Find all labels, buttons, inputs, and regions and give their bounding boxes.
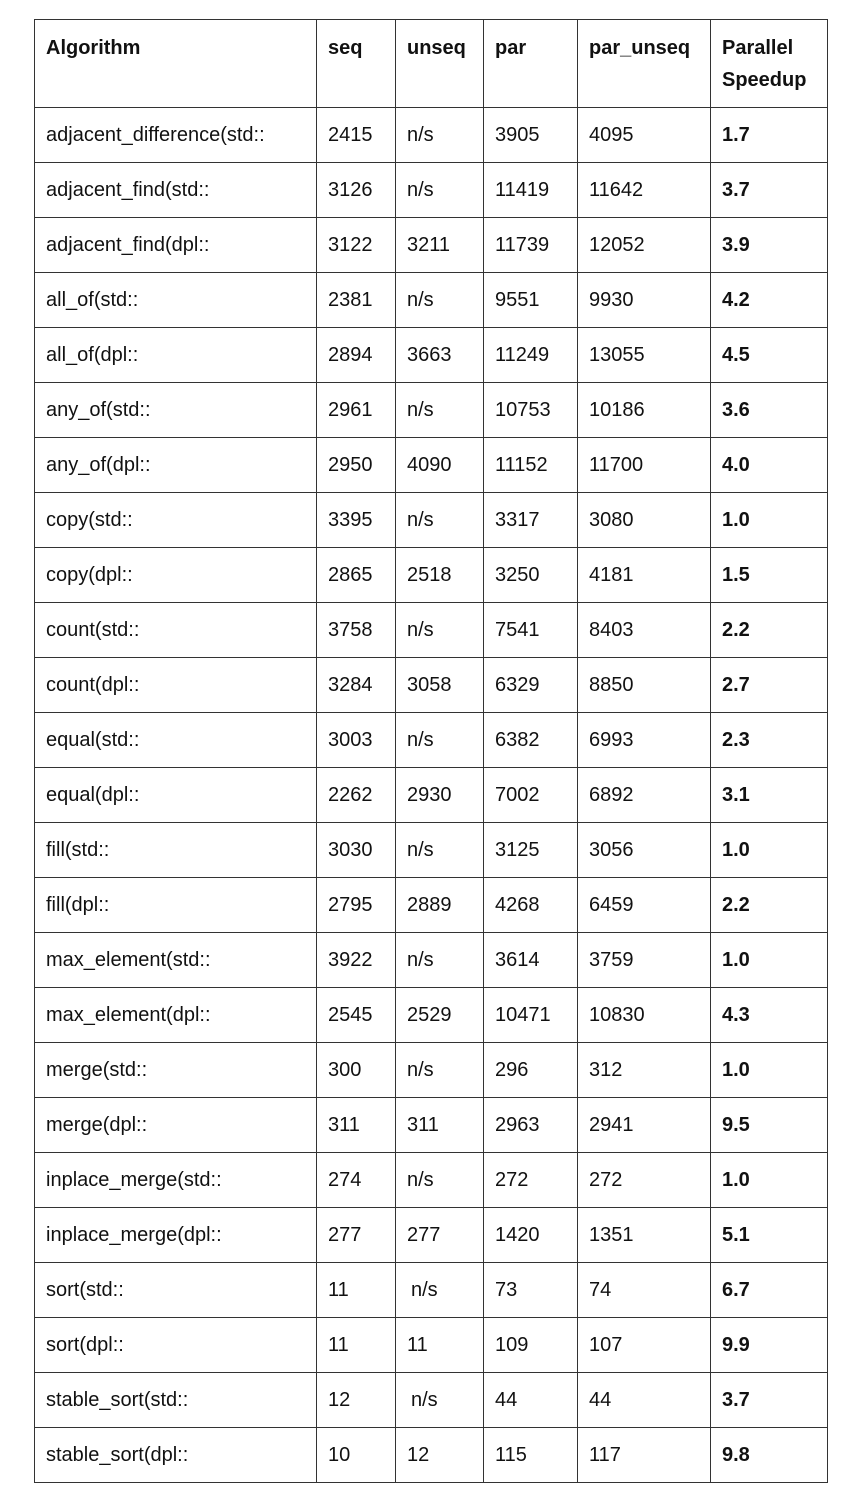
algorithm-cell: adjacent_find(std:: xyxy=(35,163,317,218)
unseq-cell: n/s xyxy=(396,933,484,988)
benchmark-table-container xyxy=(34,19,828,1483)
unseq-cell: n/s xyxy=(396,1373,484,1428)
par-cell: 2963 xyxy=(484,1098,578,1153)
algorithm-cell: inplace_merge(dpl:: xyxy=(35,1208,317,1263)
speedup-cell: 4.2 xyxy=(711,273,828,328)
table-row xyxy=(35,1428,828,1483)
unseq-cell: 277 xyxy=(396,1208,484,1263)
unseq-cell: n/s xyxy=(396,383,484,438)
par-cell: 7541 xyxy=(484,603,578,658)
table-row xyxy=(35,493,828,548)
unseq-cell: n/s xyxy=(396,1043,484,1098)
algorithm-cell: all_of(std:: xyxy=(35,273,317,328)
par-unseq-cell: 12052 xyxy=(578,218,711,273)
unseq-cell: n/s xyxy=(396,713,484,768)
seq-cell: 3126 xyxy=(317,163,396,218)
seq-cell: 277 xyxy=(317,1208,396,1263)
algorithm-cell: inplace_merge(std:: xyxy=(35,1153,317,1208)
par-unseq-cell: 9930 xyxy=(578,273,711,328)
algorithm-cell: max_element(std:: xyxy=(35,933,317,988)
par-cell: 3614 xyxy=(484,933,578,988)
par-unseq-cell: 1351 xyxy=(578,1208,711,1263)
table-row xyxy=(35,713,828,768)
speedup-cell: 3.9 xyxy=(711,218,828,273)
par-cell: 296 xyxy=(484,1043,578,1098)
table-row xyxy=(35,1043,828,1098)
par-cell: 11152 xyxy=(484,438,578,493)
par-unseq-cell: 10186 xyxy=(578,383,711,438)
par-cell: 7002 xyxy=(484,768,578,823)
algorithm-cell: adjacent_difference(std:: xyxy=(35,108,317,163)
par-cell: 11249 xyxy=(484,328,578,383)
seq-cell: 3395 xyxy=(317,493,396,548)
par-unseq-cell: 117 xyxy=(578,1428,711,1483)
table-row xyxy=(35,768,828,823)
seq-cell: 11 xyxy=(317,1263,396,1318)
seq-cell: 300 xyxy=(317,1043,396,1098)
speedup-cell: 1.0 xyxy=(711,493,828,548)
par-unseq-cell: 6459 xyxy=(578,878,711,933)
seq-cell: 12 xyxy=(317,1373,396,1428)
header-unseq: unseq xyxy=(396,20,484,108)
unseq-cell: n/s xyxy=(396,163,484,218)
table-row xyxy=(35,1263,828,1318)
speedup-cell: 1.5 xyxy=(711,548,828,603)
seq-cell: 2415 xyxy=(317,108,396,163)
algorithm-cell: merge(dpl:: xyxy=(35,1098,317,1153)
table-row xyxy=(35,1153,828,1208)
unseq-cell: 2889 xyxy=(396,878,484,933)
table-row xyxy=(35,988,828,1043)
seq-cell: 10 xyxy=(317,1428,396,1483)
unseq-cell: n/s xyxy=(396,823,484,878)
par-unseq-cell: 3056 xyxy=(578,823,711,878)
table-row xyxy=(35,823,828,878)
speedup-cell: 2.3 xyxy=(711,713,828,768)
header-par-unseq: par_unseq xyxy=(578,20,711,108)
table-row xyxy=(35,273,828,328)
header-seq: seq xyxy=(317,20,396,108)
unseq-cell: 2529 xyxy=(396,988,484,1043)
table-row xyxy=(35,658,828,713)
algorithm-cell: stable_sort(dpl:: xyxy=(35,1428,317,1483)
seq-cell: 3030 xyxy=(317,823,396,878)
table-row xyxy=(35,878,828,933)
unseq-cell: 12 xyxy=(396,1428,484,1483)
speedup-cell: 2.2 xyxy=(711,603,828,658)
speedup-cell: 3.7 xyxy=(711,163,828,218)
par-unseq-cell: 74 xyxy=(578,1263,711,1318)
seq-cell: 3122 xyxy=(317,218,396,273)
seq-cell: 2894 xyxy=(317,328,396,383)
seq-cell: 2545 xyxy=(317,988,396,1043)
table-row xyxy=(35,108,828,163)
par-unseq-cell: 4095 xyxy=(578,108,711,163)
speedup-cell: 1.0 xyxy=(711,1153,828,1208)
speedup-cell: 1.0 xyxy=(711,933,828,988)
par-cell: 44 xyxy=(484,1373,578,1428)
par-unseq-cell: 11642 xyxy=(578,163,711,218)
par-cell: 10753 xyxy=(484,383,578,438)
par-unseq-cell: 3080 xyxy=(578,493,711,548)
speedup-cell: 3.7 xyxy=(711,1373,828,1428)
unseq-cell: n/s xyxy=(396,493,484,548)
par-unseq-cell: 4181 xyxy=(578,548,711,603)
par-cell: 9551 xyxy=(484,273,578,328)
par-unseq-cell: 13055 xyxy=(578,328,711,383)
par-cell: 6329 xyxy=(484,658,578,713)
algorithm-cell: count(std:: xyxy=(35,603,317,658)
header-par: par xyxy=(484,20,578,108)
par-unseq-cell: 8850 xyxy=(578,658,711,713)
speedup-cell: 9.8 xyxy=(711,1428,828,1483)
par-cell: 272 xyxy=(484,1153,578,1208)
seq-cell: 2961 xyxy=(317,383,396,438)
algorithm-cell: copy(dpl:: xyxy=(35,548,317,603)
table-row xyxy=(35,1098,828,1153)
table-row xyxy=(35,438,828,493)
seq-cell: 274 xyxy=(317,1153,396,1208)
speedup-cell: 9.9 xyxy=(711,1318,828,1373)
par-cell: 11419 xyxy=(484,163,578,218)
algorithm-cell: merge(std:: xyxy=(35,1043,317,1098)
algorithm-cell: equal(dpl:: xyxy=(35,768,317,823)
table-body xyxy=(35,108,828,1483)
table-row xyxy=(35,1208,828,1263)
unseq-cell: 3211 xyxy=(396,218,484,273)
header-row xyxy=(35,20,828,108)
par-cell: 11739 xyxy=(484,218,578,273)
par-cell: 3250 xyxy=(484,548,578,603)
par-unseq-cell: 11700 xyxy=(578,438,711,493)
unseq-cell: n/s xyxy=(396,1263,484,1318)
unseq-cell: n/s xyxy=(396,108,484,163)
header-parallel-speedup: Parallel Speedup xyxy=(711,20,828,108)
algorithm-cell: all_of(dpl:: xyxy=(35,328,317,383)
speedup-cell: 2.7 xyxy=(711,658,828,713)
unseq-cell: n/s xyxy=(396,1153,484,1208)
algorithm-cell: stable_sort(std:: xyxy=(35,1373,317,1428)
algorithm-cell: sort(dpl:: xyxy=(35,1318,317,1373)
unseq-cell: 311 xyxy=(396,1098,484,1153)
table-row xyxy=(35,603,828,658)
table-row xyxy=(35,548,828,603)
algorithm-cell: equal(std:: xyxy=(35,713,317,768)
unseq-cell: 3663 xyxy=(396,328,484,383)
table-row xyxy=(35,383,828,438)
speedup-cell: 3.6 xyxy=(711,383,828,438)
algorithm-cell: copy(std:: xyxy=(35,493,317,548)
par-unseq-cell: 272 xyxy=(578,1153,711,1208)
table-row xyxy=(35,218,828,273)
par-unseq-cell: 44 xyxy=(578,1373,711,1428)
benchmark-table xyxy=(34,19,828,1483)
par-cell: 3125 xyxy=(484,823,578,878)
speedup-cell: 3.1 xyxy=(711,768,828,823)
algorithm-cell: fill(std:: xyxy=(35,823,317,878)
seq-cell: 311 xyxy=(317,1098,396,1153)
par-cell: 1420 xyxy=(484,1208,578,1263)
unseq-cell: 3058 xyxy=(396,658,484,713)
algorithm-cell: adjacent_find(dpl:: xyxy=(35,218,317,273)
algorithm-cell: sort(std:: xyxy=(35,1263,317,1318)
par-cell: 115 xyxy=(484,1428,578,1483)
par-cell: 3317 xyxy=(484,493,578,548)
par-unseq-cell: 3759 xyxy=(578,933,711,988)
speedup-cell: 4.0 xyxy=(711,438,828,493)
speedup-cell: 1.0 xyxy=(711,1043,828,1098)
unseq-cell: 2518 xyxy=(396,548,484,603)
seq-cell: 2950 xyxy=(317,438,396,493)
par-unseq-cell: 6993 xyxy=(578,713,711,768)
par-unseq-cell: 10830 xyxy=(578,988,711,1043)
table-row xyxy=(35,328,828,383)
algorithm-cell: max_element(dpl:: xyxy=(35,988,317,1043)
par-cell: 10471 xyxy=(484,988,578,1043)
speedup-cell: 9.5 xyxy=(711,1098,828,1153)
seq-cell: 3922 xyxy=(317,933,396,988)
unseq-cell: 11 xyxy=(396,1318,484,1373)
header-algorithm: Algorithm xyxy=(35,20,317,108)
seq-cell: 3003 xyxy=(317,713,396,768)
par-unseq-cell: 107 xyxy=(578,1318,711,1373)
seq-cell: 2381 xyxy=(317,273,396,328)
speedup-cell: 4.5 xyxy=(711,328,828,383)
algorithm-cell: any_of(std:: xyxy=(35,383,317,438)
algorithm-cell: fill(dpl:: xyxy=(35,878,317,933)
table-row xyxy=(35,163,828,218)
par-cell: 73 xyxy=(484,1263,578,1318)
seq-cell: 2795 xyxy=(317,878,396,933)
seq-cell: 11 xyxy=(317,1318,396,1373)
par-unseq-cell: 6892 xyxy=(578,768,711,823)
speedup-cell: 5.1 xyxy=(711,1208,828,1263)
seq-cell: 3284 xyxy=(317,658,396,713)
unseq-cell: n/s xyxy=(396,273,484,328)
par-unseq-cell: 2941 xyxy=(578,1098,711,1153)
table-row xyxy=(35,1373,828,1428)
speedup-cell: 4.3 xyxy=(711,988,828,1043)
par-cell: 109 xyxy=(484,1318,578,1373)
par-cell: 3905 xyxy=(484,108,578,163)
speedup-cell: 1.0 xyxy=(711,823,828,878)
seq-cell: 2865 xyxy=(317,548,396,603)
unseq-cell: n/s xyxy=(396,603,484,658)
par-unseq-cell: 8403 xyxy=(578,603,711,658)
table-row xyxy=(35,933,828,988)
algorithm-cell: any_of(dpl:: xyxy=(35,438,317,493)
speedup-cell: 1.7 xyxy=(711,108,828,163)
speedup-cell: 6.7 xyxy=(711,1263,828,1318)
table-row xyxy=(35,1318,828,1373)
seq-cell: 2262 xyxy=(317,768,396,823)
unseq-cell: 4090 xyxy=(396,438,484,493)
par-cell: 4268 xyxy=(484,878,578,933)
par-unseq-cell: 312 xyxy=(578,1043,711,1098)
unseq-cell: 2930 xyxy=(396,768,484,823)
seq-cell: 3758 xyxy=(317,603,396,658)
algorithm-cell: count(dpl:: xyxy=(35,658,317,713)
par-cell: 6382 xyxy=(484,713,578,768)
speedup-cell: 2.2 xyxy=(711,878,828,933)
